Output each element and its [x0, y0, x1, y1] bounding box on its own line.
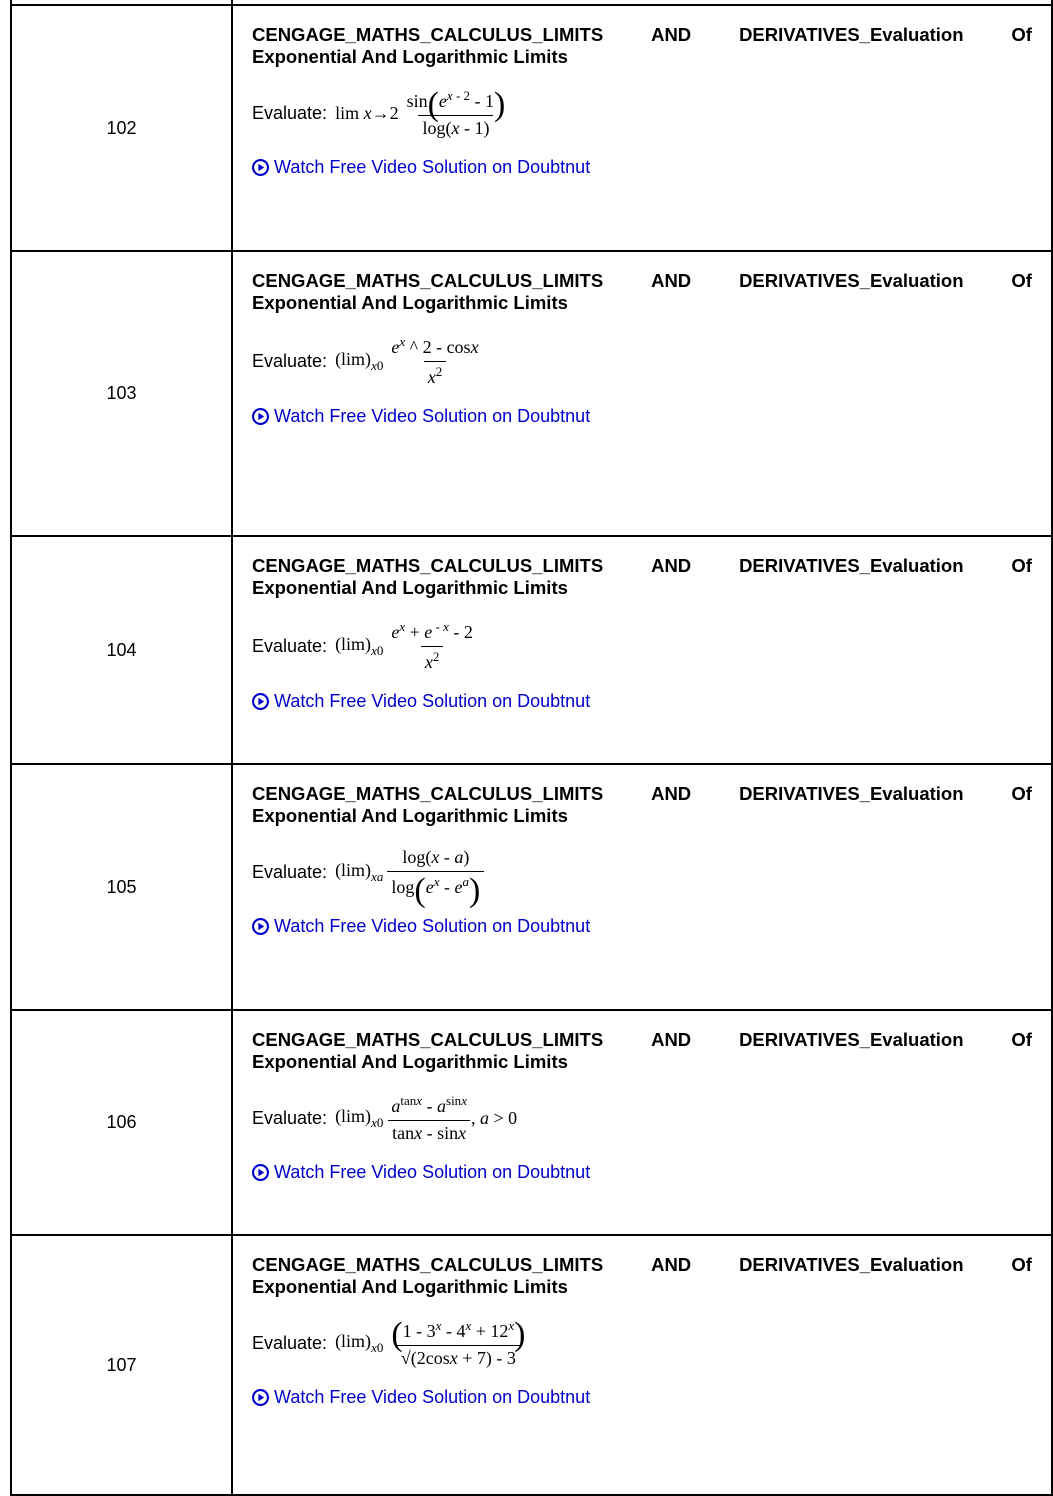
questions-table: [10, 0, 1053, 1496]
question-header: CENGAGE_MATHS_CALCULUS_LIMITS AND DERIVATIVES_Evaluation Of Exponential And Logarithmic Limits: [252, 783, 1032, 826]
question-text: Evaluate: $(\lim)_{xa}$ $\frac{\log(x - a)}{\log(e^x - e^a)}$: [252, 847, 1032, 898]
question-header: CENGAGE_MATHS_CALCULUS_LIMITS AND DERIVATIVES_Evaluation Of Exponential And Logarithmic Limits: [252, 24, 1032, 67]
watch-video-link[interactable]: Watch Free Video Solution on Doubtnut: [252, 1387, 1032, 1408]
question-header: CENGAGE_MATHS_CALCULUS_LIMITS AND DERIVATIVES_Evaluation Of Exponential And Logarithmic Limits: [252, 270, 1032, 313]
question-text: Evaluate: lim x→2 $\frac{\sin(e^{x - 2} - 1)}{\log(x - 1)}$: [252, 86, 506, 138]
question-number: 105: [11, 764, 232, 1010]
table-row: [11, 764, 1052, 1010]
play-circle-icon: [252, 408, 269, 425]
play-circle-icon: [252, 918, 269, 935]
table-row: [11, 5, 1052, 251]
table-row: [11, 1235, 1052, 1495]
play-circle-icon: [252, 1389, 269, 1406]
question-text: Evaluate: $(\lim)_{x0}$ $\frac{e^x + e ^{- x} - 2}{x^2}$: [252, 619, 473, 672]
question-number: 103: [11, 251, 232, 536]
question-text: Evaluate: $(\lim)_{x0}$ $\frac{e^x \^{} 2 - \cos x}{x^2}$: [252, 334, 479, 387]
question-number: 107: [11, 1235, 232, 1495]
watch-video-link[interactable]: Watch Free Video Solution on Doubtnut: [252, 691, 1032, 712]
question-header: CENGAGE_MATHS_CALCULUS_LIMITS AND DERIVATIVES_Evaluation Of Exponential And Logarithmic Limits: [252, 555, 1032, 598]
play-circle-icon: [252, 1164, 269, 1181]
question-number: 104: [11, 536, 232, 764]
table-row: [11, 1010, 1052, 1235]
table-row: [11, 251, 1052, 536]
watch-video-link[interactable]: Watch Free Video Solution on Doubtnut: [252, 406, 1032, 427]
watch-video-link[interactable]: Watch Free Video Solution on Doubtnut: [252, 157, 1032, 178]
question-number: 102: [11, 5, 232, 251]
play-circle-icon: [252, 159, 269, 176]
question-header: CENGAGE_MATHS_CALCULUS_LIMITS AND DERIVATIVES_Evaluation Of Exponential And Logarithmic Limits: [252, 1029, 1032, 1072]
question-text: Evaluate: $(\lim)_{x0}$ $\frac{a^{tanx} - a^{sinx}}{\tan x - \sin x}$ , a > 0: [252, 1093, 518, 1143]
watch-video-link[interactable]: Watch Free Video Solution on Doubtnut: [252, 916, 1032, 937]
question-header: CENGAGE_MATHS_CALCULUS_LIMITS AND DERIVATIVES_Evaluation Of Exponential And Logarithmic Limits: [252, 1254, 1032, 1297]
question-number: 106: [11, 1010, 232, 1235]
table-row: [11, 536, 1052, 764]
play-circle-icon: [252, 693, 269, 710]
watch-video-link[interactable]: Watch Free Video Solution on Doubtnut: [252, 1162, 1032, 1183]
question-text: Evaluate: $(\lim)_{x0}$ $\frac{(1 - 3^x - 4^x + 12^x)}{√(2\cos x + 7) - 3}$: [252, 1316, 526, 1368]
